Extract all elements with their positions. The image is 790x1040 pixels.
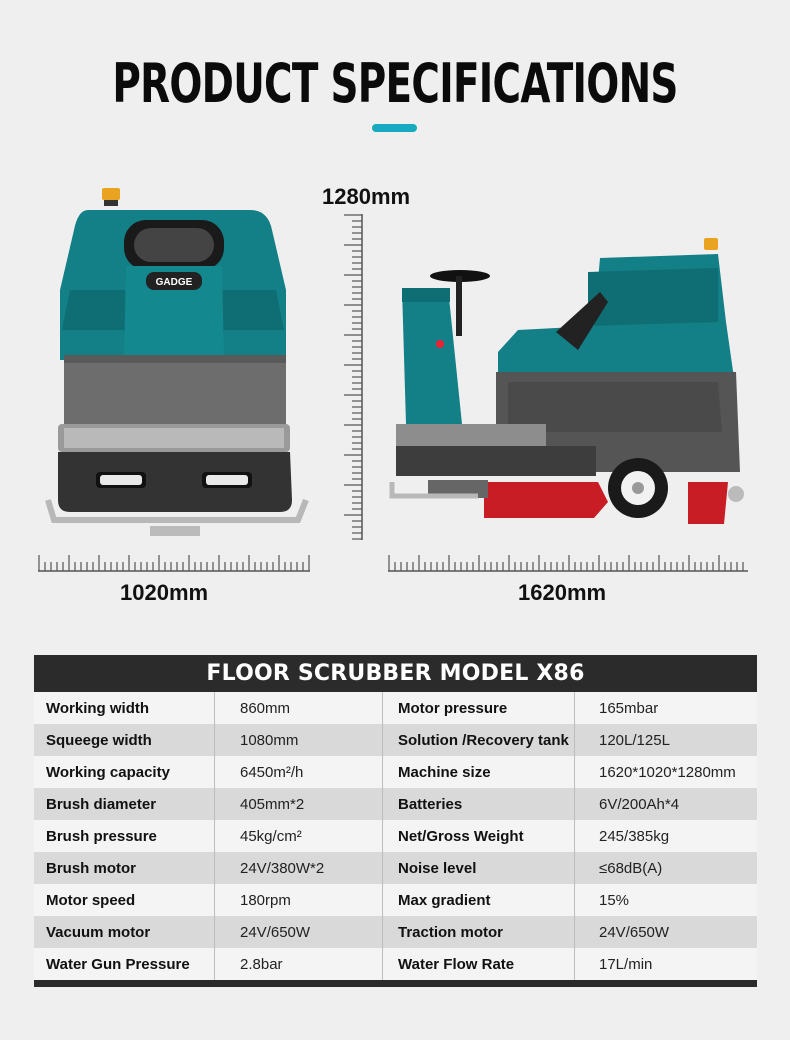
front-view-machine-image [40,180,312,545]
spec-label: Max gradient [398,892,491,909]
spec-value: 405mm*2 [240,796,305,813]
spec-label: Brush motor [46,860,136,877]
spec-value: 165mbar [599,700,659,717]
spec-table-title: FLOOR SCRUBBER MODEL X86 [34,655,757,692]
table-row [34,852,757,884]
spec-label: Motor speed [46,892,136,909]
spec-label: Solution /Recovery tank [398,732,569,749]
spec-label: Batteries [398,796,463,813]
table-row [34,916,757,948]
spec-label: Noise level [398,860,477,877]
spec-value: 2.8bar [240,956,283,973]
spec-value: 17L/min [599,956,653,973]
spec-value: 24V/380W*2 [240,860,325,877]
spec-table-footer-bar [34,980,757,987]
spec-label: Water Flow Rate [398,956,515,973]
spec-value: 6450m²/h [240,764,304,781]
height-dimension-label: 1280mm [322,184,411,209]
spec-label: Brush pressure [46,828,157,845]
spec-value: 1080mm [240,732,299,749]
spec-label: Net/Gross Weight [398,828,524,845]
table-row [34,820,757,852]
spec-value: 15% [599,892,630,909]
spec-label: Vacuum motor [46,924,151,941]
spec-label: Machine size [398,764,491,781]
spec-value: 860mm [240,700,291,717]
spec-value: ≤68dB(A) [599,860,663,877]
spec-value: 120L/125L [599,732,670,749]
column-divider [574,692,575,980]
width-ruler [38,553,310,573]
spec-table-body [34,692,757,980]
spec-label: Motor pressure [398,700,508,717]
brand-logo: GADGE [155,277,193,288]
length-ruler [388,553,748,573]
column-divider [214,692,215,980]
table-row [34,692,757,724]
spec-value: 180rpm [240,892,291,909]
table-row [34,724,757,756]
table-row [34,884,757,916]
width-dimension-label: 1020mm [120,580,209,605]
spec-label: Working width [46,700,150,717]
spec-value: 245/385kg [599,828,670,845]
length-dimension-label: 1620mm [518,580,607,605]
height-ruler [342,214,364,540]
spec-label: Squeege width [46,732,152,749]
beacon-light-icon [102,188,120,200]
table-row [34,788,757,820]
spec-value: 24V/650W [599,924,670,941]
table-row [34,948,757,980]
title-accent-bar [372,124,417,132]
spec-table [34,655,757,987]
table-row [34,756,757,788]
spec-value: 6V/200Ah*4 [599,796,680,813]
column-divider [382,692,383,980]
beacon-light-icon [704,238,718,250]
side-view-machine-image [388,232,758,537]
page-title: PRODUCT SPECIFICATIONS [112,52,678,115]
spec-label: Traction motor [398,924,504,941]
spec-label: Water Gun Pressure [46,956,190,973]
spec-value: 45kg/cm² [240,828,302,845]
spec-label: Working capacity [46,764,170,781]
spec-value: 1620*1020*1280mm [599,764,736,781]
spec-value: 24V/650W [240,924,311,941]
spec-label: Brush diameter [46,796,157,813]
